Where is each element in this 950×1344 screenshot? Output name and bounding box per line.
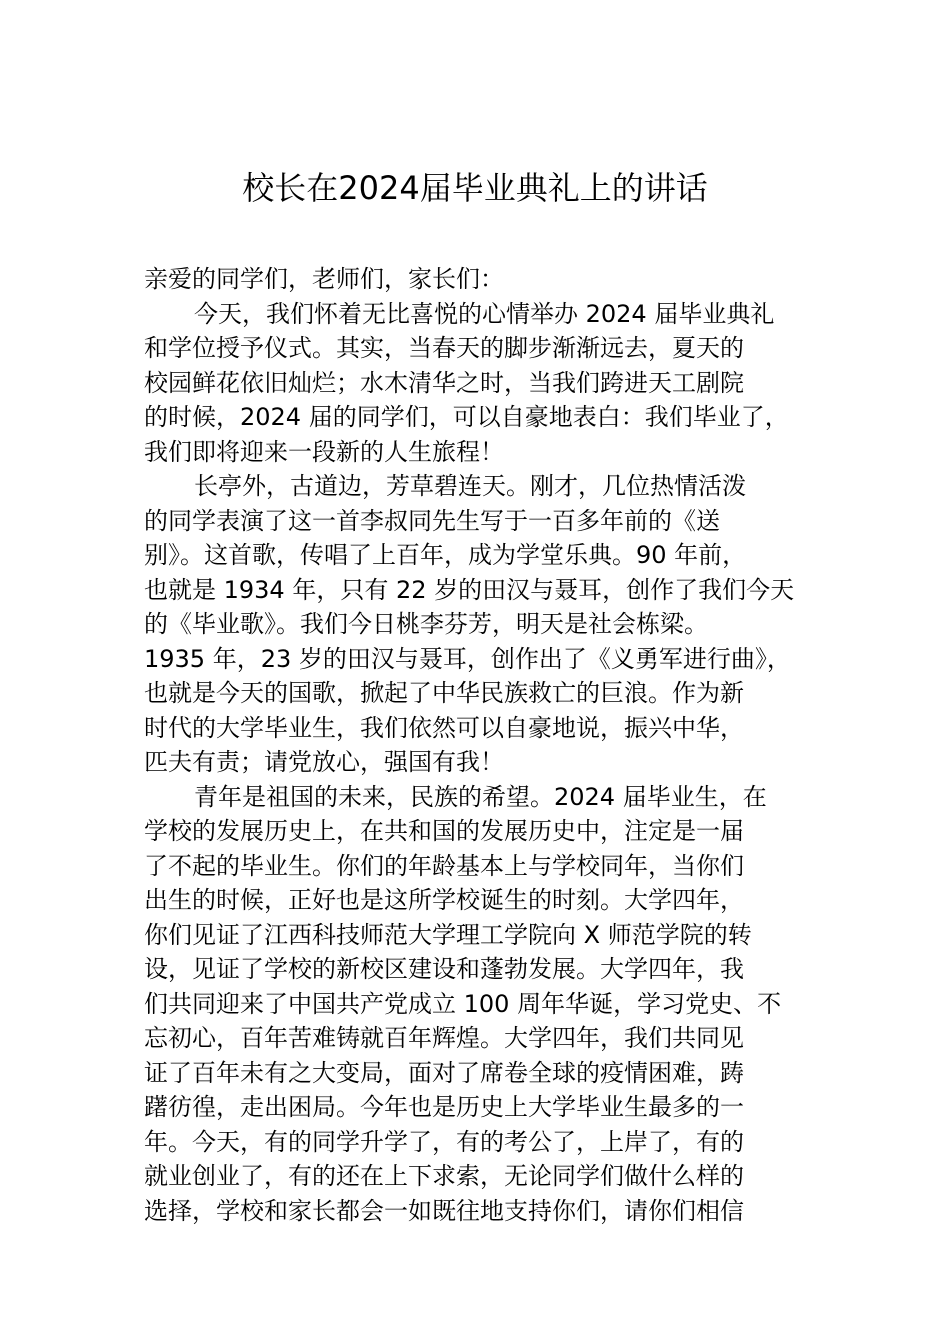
paragraph-line: 的《毕业歌》。我们今日桃李芬芳，明天是社会栋梁。 (144, 610, 708, 638)
paragraph-line: 校园鲜花依旧灿烂；水木清华之时，当我们跨进天工剧院 (144, 368, 744, 397)
paragraph-line: 青年是祖国的未来，民族的希望。2024 届毕业生，在 (194, 782, 767, 811)
paragraph-line: 年。今天，有的同学升学了，有的考公了，上岸了，有的 (144, 1127, 744, 1156)
paragraph-line: 长亭外，古道边，芳草碧连天。刚才，几位热情活泼 (194, 472, 746, 500)
paragraph-2 (144, 469, 809, 780)
greeting-line: 亲爱的同学们，老师们，家长们： (144, 265, 504, 293)
paragraph-3 (144, 780, 809, 1229)
paragraph-line: 证了百年未有之大变局，面对了席卷全球的疫情困难，踌 (144, 1058, 744, 1087)
paragraph-line: 也就是 1934 年，只有 22 岁的田汉与聂耳，创作了我们今天 (144, 575, 795, 604)
paragraph-line: 时代的大学毕业生，我们依然可以自豪地说，振兴中华， (144, 713, 744, 742)
paragraph-line: 的同学表演了这一首李叔同先生写于一百多年前的《送 (144, 506, 720, 535)
paragraph-line: 学校的发展历史上，在共和国的发展历史中，注定是一届 (144, 817, 744, 845)
paragraph-line: 就业创业了，有的还在上下求索，无论同学们做什么样的 (144, 1162, 744, 1190)
paragraph-line: 了不起的毕业生。你们的年龄基本上与学校同年，当你们 (144, 851, 744, 880)
paragraph-line: 我们即将迎来一段新的人生旅程！ (144, 437, 504, 466)
paragraph-line: 匹夫有责；请党放心，强国有我！ (144, 748, 504, 776)
paragraph-line: 们共同迎来了中国共产党成立 100 周年华诞，学习党史、不 (144, 989, 782, 1018)
paragraph-line: 的时候，2024 届的同学们，可以自豪地表白：我们毕业了， (144, 403, 789, 431)
paragraph-line: 1935 年，23 岁的田汉与聂耳，创作出了《义勇军进行曲》， (144, 644, 791, 673)
paragraph-line: 别》。这首歌，传唱了上百年，成为学堂乐典。90 年前， (144, 541, 747, 569)
paragraph-line: 今天，我们怀着无比喜悦的心情举办 2024 届毕业典礼 (194, 299, 775, 328)
document-title: 校长在2024届毕业典礼上的讲话 (242, 169, 708, 207)
paragraph-line: 躇彷徨，走出困局。今年也是历史上大学毕业生最多的一 (144, 1093, 744, 1121)
paragraph-1 (144, 297, 809, 470)
paragraph-line: 和学位授予仪式。其实，当春天的脚步渐渐远去，夏天的 (144, 334, 744, 362)
document-body (144, 262, 809, 1228)
paragraph-line: 选择，学校和家长都会一如既往地支持你们，请你们相信 (144, 1196, 744, 1225)
paragraph-line: 忘初心，百年苦难铸就百年辉煌。大学四年，我们共同见 (144, 1024, 744, 1052)
paragraph-line: 你们见证了江西科技师范大学理工学院向 X 师范学院的转 (144, 920, 752, 949)
paragraph-line: 设，见证了学校的新校区建设和蓬勃发展。大学四年，我 (144, 955, 744, 983)
paragraph-line: 也就是今天的国歌，掀起了中华民族救亡的巨浪。作为新 (144, 679, 744, 707)
paragraph-line: 出生的时候，正好也是这所学校诞生的时刻。大学四年， (144, 886, 744, 914)
